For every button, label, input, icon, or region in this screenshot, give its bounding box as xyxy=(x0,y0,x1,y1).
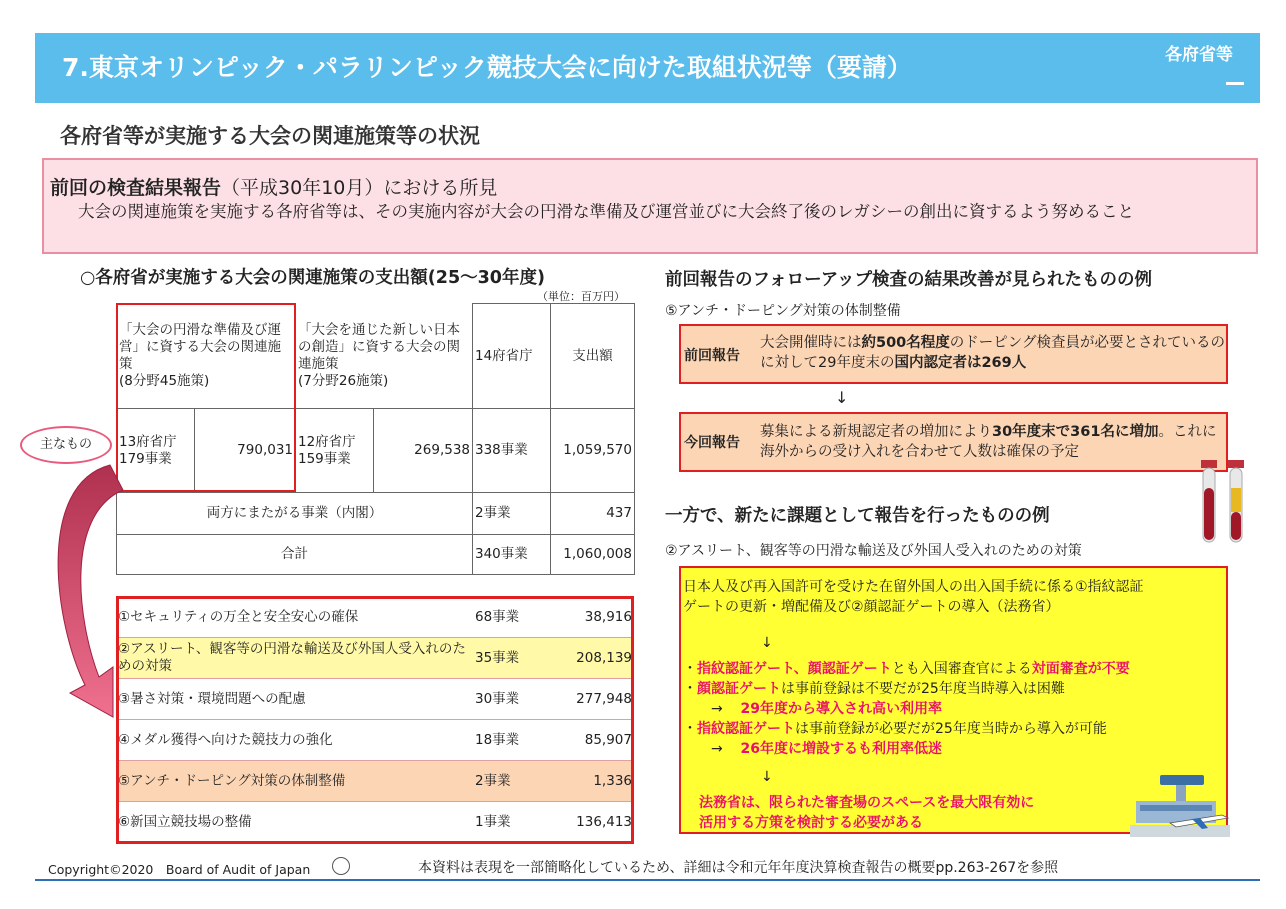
finding-heading xyxy=(50,173,497,200)
finding-heading-bold: 前回の検査結果報告 xyxy=(50,177,222,199)
copyright: Copyright©2020 Board of Audit of Japan xyxy=(48,862,311,877)
new-amount: 269,538 xyxy=(374,409,473,493)
total-projects: 338事業 xyxy=(473,409,551,493)
conclusion-line-2: 活用する方策を検討する必要がある xyxy=(699,815,923,831)
down-arrow-icon: ↓ xyxy=(835,388,849,407)
header-ministries: 14府省庁 xyxy=(473,304,551,409)
current-report-label: 今回報告 xyxy=(684,435,740,451)
airport-icon xyxy=(1130,765,1230,837)
section-title: 各府省等が実施する大会の関連施策等の状況 xyxy=(60,124,480,148)
bullet-2-result: → 29年度から導入され高い利用率 xyxy=(711,701,943,717)
bullet-2: ・顔認証ゲートは事前登録は不要だが25年度当時導入は困難 xyxy=(683,681,1065,697)
unit-label: （単位：百万円） xyxy=(537,290,625,303)
item-amount: 208,139 xyxy=(551,638,634,679)
item-amount: 38,916 xyxy=(551,597,634,638)
footer-line xyxy=(35,879,1260,881)
grand-total-label: 合計 xyxy=(117,535,473,575)
agency-badge: 各府省等 xyxy=(1165,45,1233,65)
bullet-3-result: → 26年度に増設するも利用率低迷 xyxy=(711,741,943,757)
header-expenditure: 支出額 xyxy=(551,304,635,409)
test-tubes-icon xyxy=(1198,458,1250,548)
item-amount: 136,413 xyxy=(551,802,634,843)
conclusion-line-1: 法務省は、限られた審査場のスペースを最大限有効に xyxy=(699,795,1035,811)
item-count: 35事業 xyxy=(473,638,551,679)
issue-line-2: ゲートの更新・増配備及び②顔認証ゲートの導入（法務省） xyxy=(683,599,1060,615)
down-arrow-icon: ↓ xyxy=(761,769,773,785)
previous-report-label: 前回報告 xyxy=(684,348,740,364)
footer-note: 本資料は表現を一部簡略化しているため、詳細は令和元年年度決算検査報告の概要pp.263-267を参照 xyxy=(418,860,1059,876)
page-title: 7.東京オリンピック・パラリンピック競技大会に向けた取組状況等（要請） xyxy=(62,53,912,82)
total-amount: 1,059,570 xyxy=(551,409,635,493)
grand-total-amount: 1,060,008 xyxy=(551,535,635,575)
prep-amount: 790,031 xyxy=(195,409,296,493)
issue-line-1: 日本人及び再入国許可を受けた在留外国人の出入国手続に係る①指紋認証 xyxy=(683,579,1144,595)
item-count: 18事業 xyxy=(473,720,551,761)
header-preparation: 「大会の円滑な準備及び運営」に資する大会の関連施策 (8分野45施策) xyxy=(117,304,296,409)
item-count: 1事業 xyxy=(473,802,551,843)
new-issue-subtitle: ②アスリート、観客等の円滑な輸送及び外国人受入れのための対策 xyxy=(665,543,1082,559)
main-items-bubble: 主なもの xyxy=(20,426,112,464)
expenditure-title: ○各府省が実施する大会の関連施策の支出額(25～30年度) xyxy=(80,268,545,288)
item-label: ⑥新国立競技場の整備 xyxy=(116,802,473,843)
item-count: 30事業 xyxy=(473,679,551,720)
curved-arrow-icon xyxy=(15,455,125,745)
finding-heading-rest: （平成30年10月）における所見 xyxy=(221,177,498,199)
item-label: ①セキュリティの万全と安全安心の確保 xyxy=(116,597,473,638)
previous-report-text: 大会開催時には約500名程度のドーピング検査員が必要とされているのに対して29年度末の国内認定者は269人 xyxy=(760,335,1225,371)
followup-subtitle: ⑤アンチ・ドーピング対策の体制整備 xyxy=(665,303,901,319)
cabinet-row-label: 両方にまたがる事業（内閣） xyxy=(117,493,473,535)
item-count: 2事業 xyxy=(473,761,551,802)
badge-dash xyxy=(1226,82,1244,85)
item-amount: 85,907 xyxy=(551,720,634,761)
item-count: 68事業 xyxy=(473,597,551,638)
item-amount: 277,948 xyxy=(551,679,634,720)
finding-body: 大会の関連施策を実施する各府省等は、その実施内容が大会の円滑な準備及び運営並びに大会終了後のレガシーの創出に資するよう努めること xyxy=(78,202,1134,221)
cabinet-projects: 2事業 xyxy=(473,493,551,535)
new-ministries: 12府省庁 159事業 xyxy=(296,409,374,493)
followup-title: 前回報告のフォローアップ検査の結果改善が見られたものの例 xyxy=(665,270,1153,290)
main-items-frame xyxy=(116,596,634,844)
prep-ministries: 13府省庁 179事業 xyxy=(117,409,195,493)
item-label: ③暑さ対策・環境問題への配慮 xyxy=(116,679,473,720)
item-label: ②アスリート、観客等の円滑な輸送及び外国人受入れのための対策 xyxy=(116,638,473,679)
header-new-japan: 「大会を通じた新しい日本の創造」に資する大会の関連施策 (7分野26施策) xyxy=(296,304,473,409)
highlight-frame-preparation xyxy=(116,303,296,492)
current-report-text: 募集による新規認定者の増加により30年度末で361名に増加。これに海外からの受け入れを合わせて人数は確保の予定 xyxy=(760,424,1217,460)
board-seal-icon xyxy=(332,857,350,875)
bullet-1: ・指紋認証ゲート、顔認証ゲートとも入国審査官による対面審査が不要 xyxy=(683,661,1130,677)
item-label: ④メダル獲得へ向けた競技力の強化 xyxy=(116,720,473,761)
item-label: ⑤アンチ・ドーピング対策の体制整備 xyxy=(116,761,473,802)
new-issue-title: 一方で、新たに課題として報告を行ったものの例 xyxy=(665,506,1050,526)
grand-total-projects: 340事業 xyxy=(473,535,551,575)
item-amount: 1,336 xyxy=(551,761,634,802)
bullet-3: ・指紋認証ゲートは事前登録が必要だが25年度当時から導入が可能 xyxy=(683,721,1107,737)
down-arrow-icon: ↓ xyxy=(761,635,773,651)
cabinet-amount: 437 xyxy=(551,493,635,535)
